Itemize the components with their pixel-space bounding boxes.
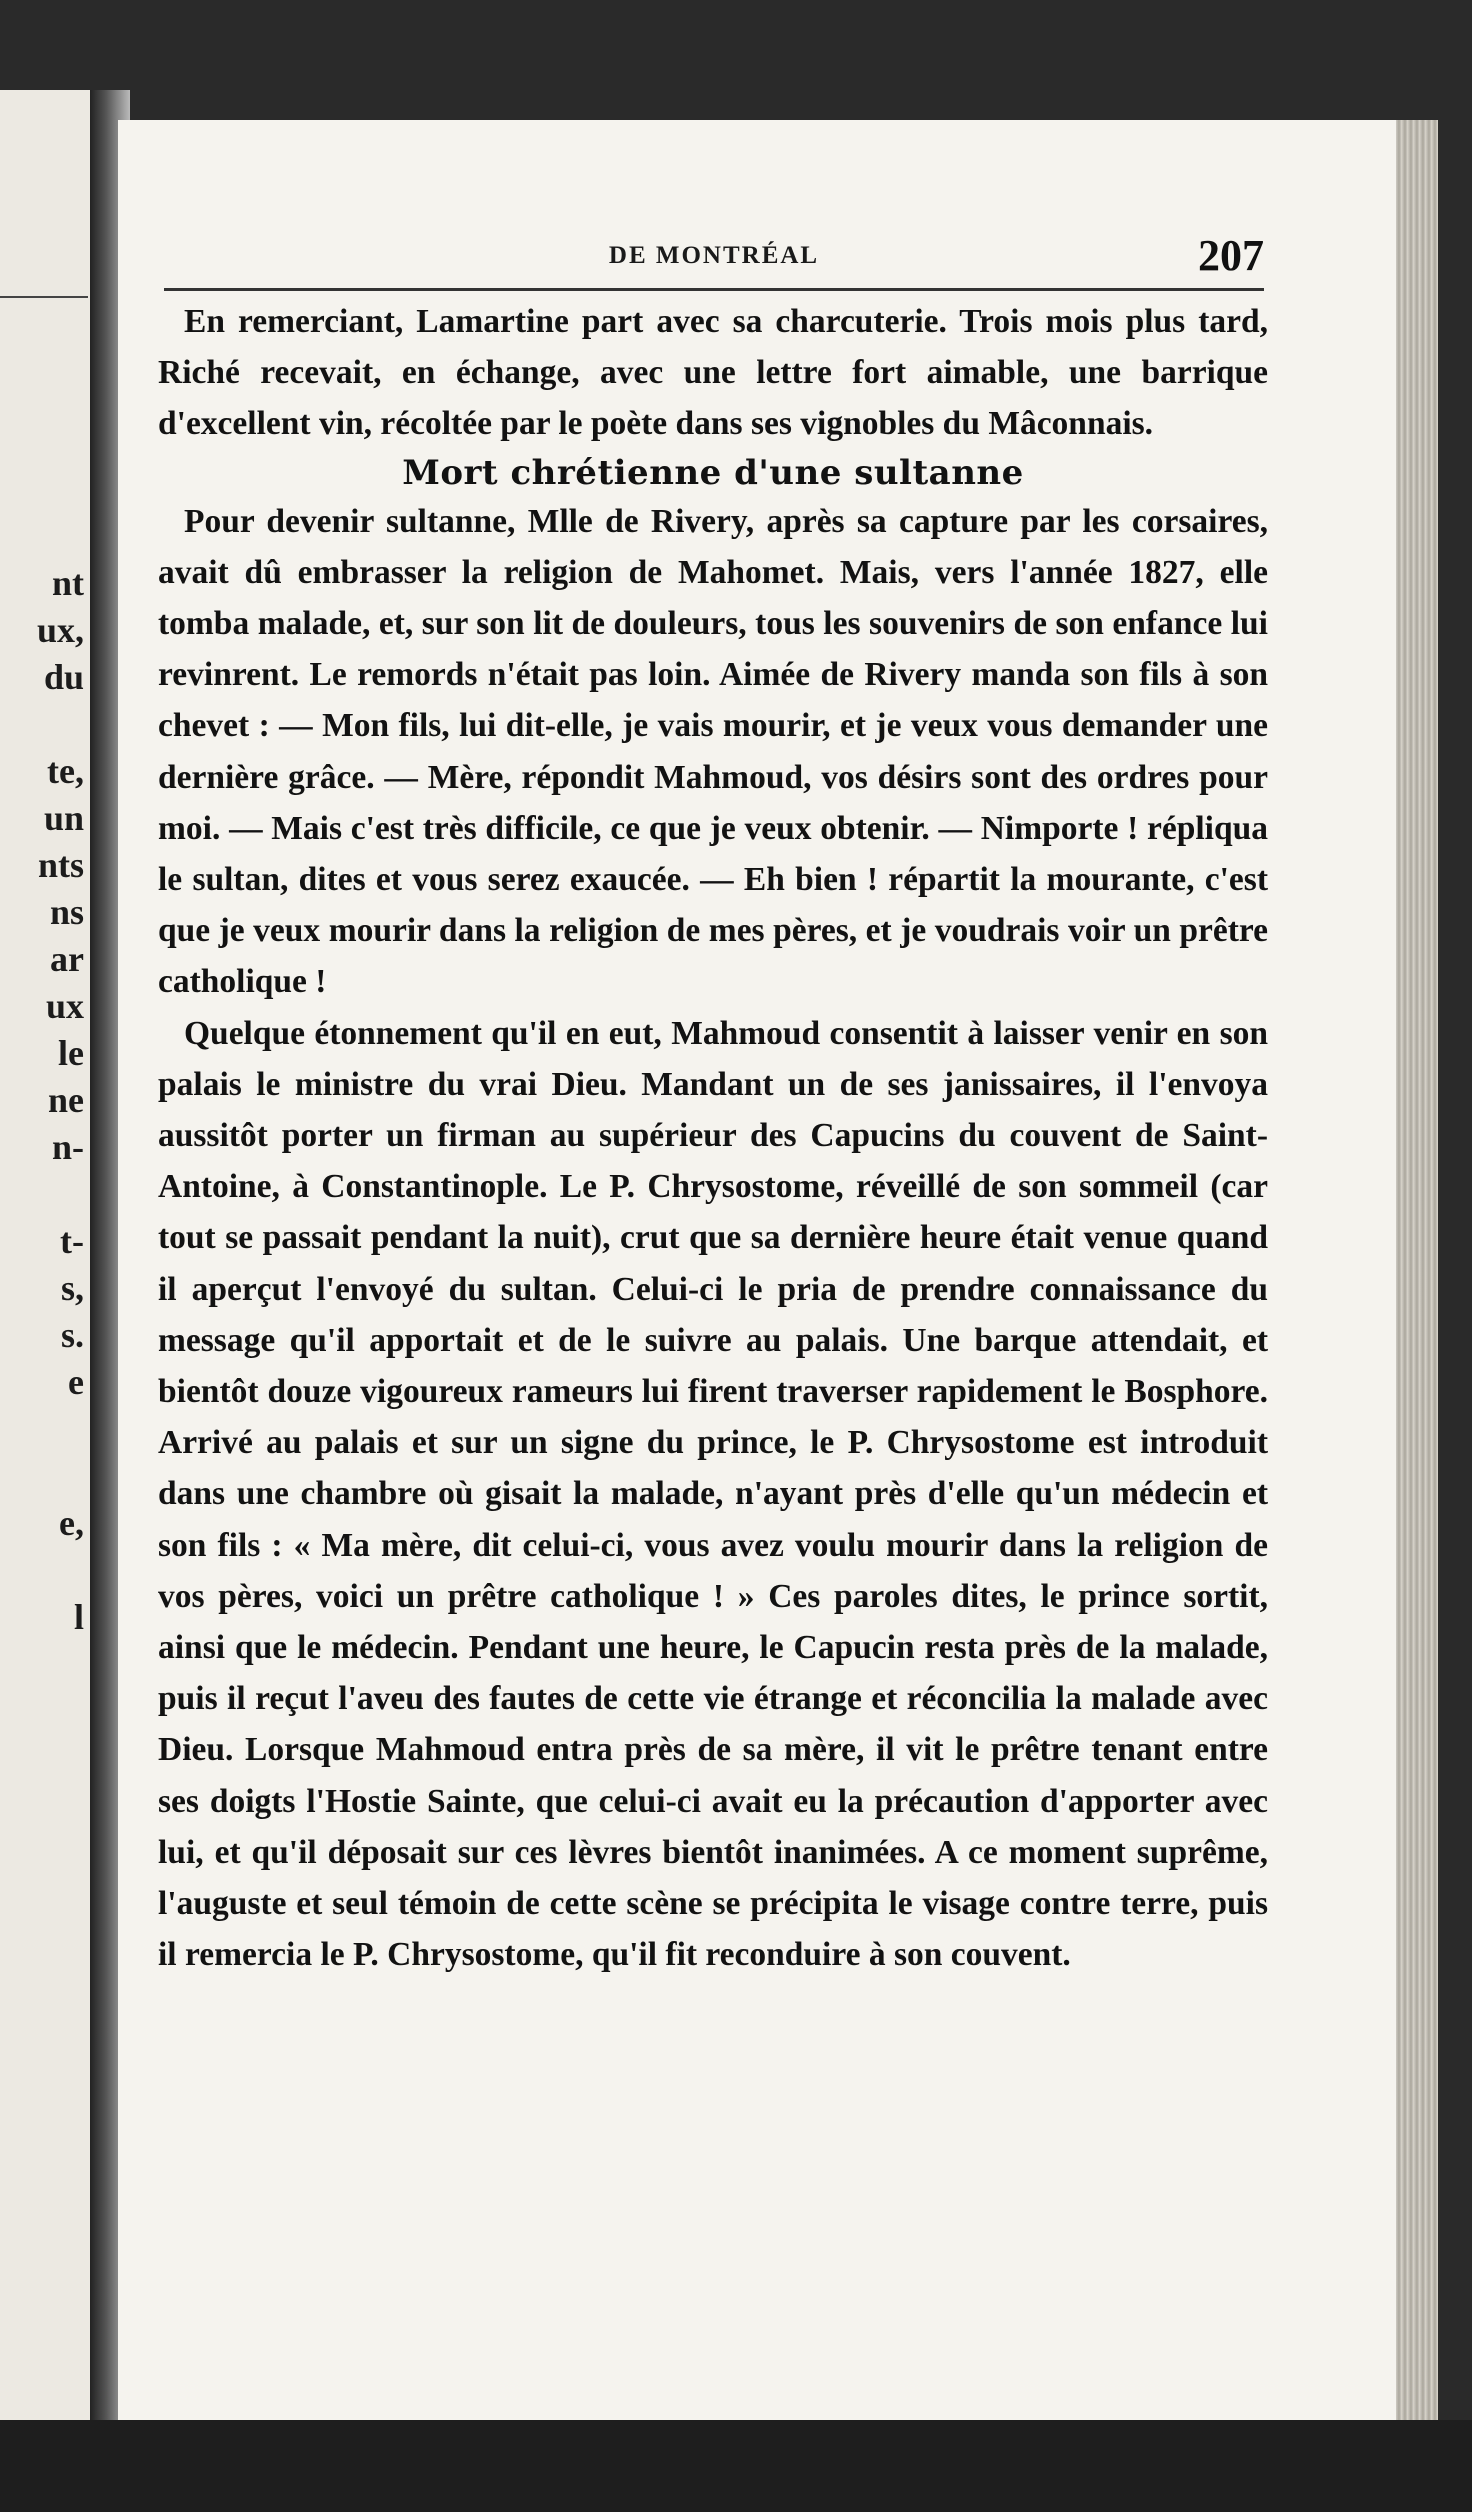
left-page-fragment: [0, 701, 84, 748]
page-number: 207: [1198, 231, 1264, 280]
left-page-fragment: ux: [45, 986, 84, 1026]
left-page-fragment: ns: [49, 892, 84, 932]
left-page-fragment: s,: [60, 1268, 84, 1308]
left-page-fragment: s.: [60, 1315, 84, 1355]
left-page-fragment: nts: [37, 845, 84, 885]
paragraph-2: Pour devenir sultanne, Mlle de Rivery, après sa capture par les corsaires, avait dû embrasser la religion de Mahomet. Mais, vers l'année 1827, elle tomba malade, et, sur son lit de douleurs, tous les souvenirs de son enfance lui revinrent. Le remords n'était pas loin. Aimée de Rivery manda son fils à son chevet : — Mon fils, lui dit-elle, je vais mourir, et je veux vous demander une dernière grâce. — Mère, répondit Mahmoud, vos désirs sont des ordres pour moi. — Mais c'est très difficile, ce que je veux obtenir. — Nimporte ! répliqua le sultan, dites et vous serez exaucée. — Eh bien ! répartit la mourante, c'est que je veux mourir dans la religion de mes pères, et je voudrais voir un prêtre catholique !: [158, 502, 1268, 1001]
left-page-fragments: [0, 560, 90, 1641]
left-page-fragment: [0, 1547, 84, 1594]
left-page-fragment: ux,: [36, 610, 84, 650]
paragraph-1: En remerciant, Lamartine part avec sa charcuterie. Trois mois plus tard, Riché recevait, en échange, avec une lettre fort aimable, une barrique d'excellent vin, récoltée par le poète dans ses vignobles du Mâconnais.: [158, 303, 1268, 443]
paragraph-3: Quelque étonnement qu'il en eut, Mahmoud consentit à laisser venir en son palais le ministre du vrai Dieu. Mandant un de ses janissaires, il l'envoya aussitôt porter un firman au supérieur des Capucins du couvent de Saint-Antoine, à Constantinople. Le P. Chrysostome, réveillé de son sommeil (car tout se passait pendant la nuit), crut que sa dernière heure était venue quand il aperçut l'envoyé du sultan. Celui-ci le pria de prendre connaissance du message qu'il apportait et de le suivre au palais. Une barque attendait, et bientôt douze vigoureux rameurs lui firent traverser rapidement le Bosphore. Arrivé au palais et sur un signe du prince, le P. Chrysostome est introduit dans une chambre où gisait la malade, n'ayant près d'elle qu'un médecin et son fils : « Ma mère, dit celui-ci, vous avez voulu mourir dans la religion de vos pères, voici un prêtre catholique ! » Ces paroles dites, le prince sortit, ainsi que le médecin. Pendant une heure, le Capucin resta près de la malade, puis il reçut l'aveu des fautes de cette vie étrange et réconcilia la malade avec Dieu. Lorsque Mahmoud entra près de sa mère, il vit le prêtre tenant entre ses doigts l'Hostie Sainte, que celui-ci avait eu la précaution d'apporter avec lui, et qu'il déposait sur ces lèvres bientôt inanimées. A ce moment suprême, l'auguste et seul témoin de cette scène se précipita le visage contre terre, puis il remercia le P. Chrysostome, qu'il fit reconduire à son couvent.: [158, 1014, 1268, 1974]
left-page-fragment: e: [68, 1362, 84, 1402]
left-page-fragment: t-: [60, 1221, 84, 1261]
page-header: [164, 226, 1264, 286]
left-page-fragment: ar: [50, 939, 84, 979]
book-page: [118, 120, 1438, 2470]
left-page-fragment: un: [43, 798, 84, 838]
left-page-fragment: te,: [47, 751, 84, 791]
left-page-fragment: e,: [59, 1503, 84, 1543]
left-page-rule: [0, 296, 88, 298]
left-page-strip: [0, 90, 93, 2420]
left-page-fragment: [0, 1453, 84, 1500]
page-edge-stack: [1396, 120, 1438, 2470]
header-rule: [164, 288, 1264, 291]
left-page-fragment: nt: [51, 563, 84, 603]
left-page-fragment: [0, 1406, 84, 1453]
left-page-fragment: l: [73, 1597, 84, 1637]
left-page-fragment: n-: [51, 1127, 84, 1167]
running-head: DE MONTRÉAL: [608, 242, 820, 269]
left-page-fragment: le: [58, 1033, 84, 1073]
section-heading: Mort chrétienne d'une sultanne: [402, 452, 1024, 493]
left-page-fragment: [0, 1171, 84, 1218]
page-body: [158, 296, 1268, 1981]
left-page-fragment: du: [43, 657, 84, 697]
bottom-shadow: [0, 2420, 1472, 2512]
left-page-fragment: ne: [48, 1080, 84, 1120]
